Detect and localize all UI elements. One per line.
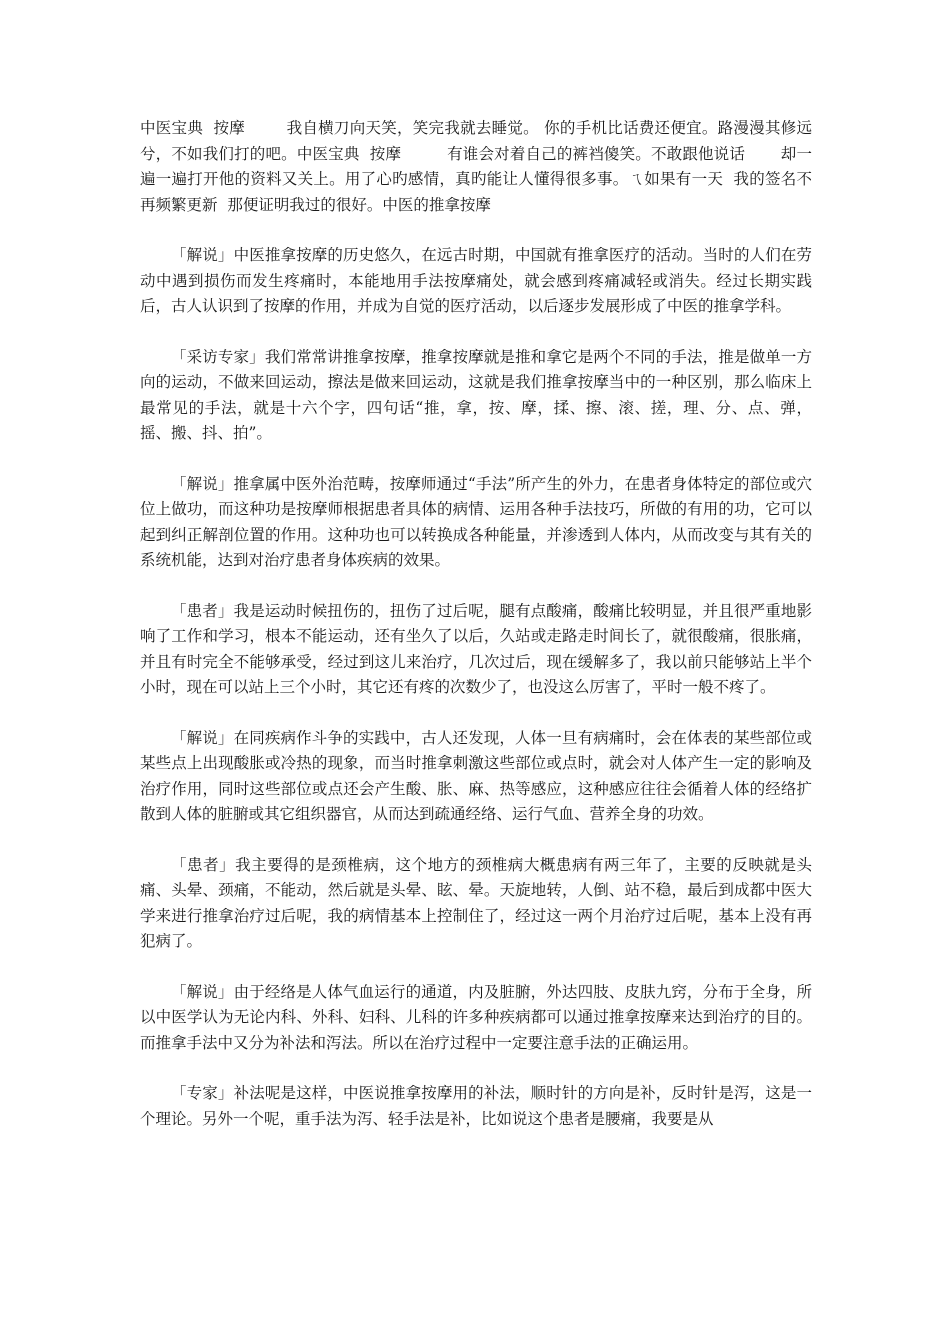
paragraph-4	[140, 599, 812, 701]
paragraph-text: 我们常常讲推拿按摩，推拿按摩就是推和拿它是两个不同的手法，推是做单一方向的运动，不做来回运动，擦法是做来回运动，这就是我们推拿按摩当中的一种区别，那么临床上最常见的手法，就是十六个字，四句话“推，拿，按、摩，揉、擦、滚、搓，理、分、点、弹，摇、搬、抖、拍”。	[140, 347, 812, 442]
paragraph-2	[140, 345, 812, 447]
intro-text: 中医宝典 按摩 我自横刀向天笑，笑完我就去睡觉。 你的手机比话费还便宜。路漫漫其修远兮，不如我们打的吧。中医宝典 按摩 有谁会对着自己的裤裆傻笑。不敢跟他说话 却一遍一遍打开他的资料又关上。用了心旳感情，真旳能让人懂得很多事。ㄟ如果有一天 我的签名不再频繁更新 那便证明我过的很好。中医的推拿按摩	[140, 119, 812, 214]
speaker-label: 「解说」	[171, 474, 234, 493]
paragraph-text: 推拿属中医外治范畴，按摩师通过“手法”所产生的外力，在患者身体特定的部位或穴位上做功，而这种功是按摩师根据患者具体的病情、运用各种手法技巧，所做的有用的功，它可以起到纠正解剖位置的作用。这种功也可以转换成各种能量，并渗透到人体内，从而改变与其有关的系统机能，达到对治疗患者身体疾病的效果。	[140, 474, 812, 569]
paragraph-3	[140, 472, 812, 574]
paragraph-text: 我主要得的是颈椎病，这个地方的颈椎病大概患病有两三年了，主要的反映就是头痛、头晕、颈痛，不能动，然后就是头晕、眩、晕。天旋地转，人倒、站不稳，最后到成都中医大学来进行推拿治疗过后呢，我的病情基本上控制住了，经过这一两个月治疗过后呢，基本上没有再犯病了。	[140, 855, 812, 950]
speaker-label: 「解说」	[171, 246, 234, 264]
speaker-label: 「解说」	[171, 982, 234, 1001]
paragraph-1	[140, 243, 812, 320]
speaker-label: 「患者」	[171, 601, 234, 620]
paragraph-6	[140, 853, 812, 955]
paragraph-text: 由于经络是人体气血运行的通道，内及脏腑，外达四肢、皮肤九窍，分布于全身，所以中医学认为无论内科、外科、妇科、儿科的许多种疾病都可以通过推拿按摩来达到治疗的目的。而推拿手法中又分为补法和泻法。所以在治疗过程中一定要注意手法的正确运用。	[140, 982, 812, 1052]
speaker-label: 「专家」	[171, 1084, 234, 1102]
paragraph-text: 中医推拿按摩的历史悠久，在远古时期，中国就有推拿医疗的活动。当时的人们在劳动中遇到损伤而发生疼痛时，本能地用手法按摩痛处，就会感到疼痛减轻或消失。经过长期实践后，古人认识到了按摩的作用，并成为自觉的医疗活动，以后逐步发展形成了中医的推拿学科。	[140, 246, 812, 315]
speaker-label: 「采访专家」	[171, 347, 265, 366]
paragraph-7	[140, 980, 812, 1057]
paragraph-8	[140, 1081, 812, 1132]
paragraph-text: 补法呢是这样，中医说推拿按摩用的补法，顺时针的方向是补，反时针是泻，这是一个理论。另外一个呢，重手法为泻、轻手法是补，比如说这个患者是腰痛，我要是从	[140, 1084, 812, 1128]
document-page	[140, 116, 812, 1157]
paragraph-5	[140, 726, 812, 828]
paragraph-text: 我是运动时候扭伤的，扭伤了过后呢，腿有点酸痛，酸痛比较明显，并且很严重地影响了工作和学习，根本不能运动，还有坐久了以后，久站或走路走时间长了，就很酸痛，很胀痛，并且有时完全不能够承受，经过到这儿来治疗，几次过后，现在缓解多了，我以前只能够站上半个小时，现在可以站上三个小时，其它还有疼的次数少了，也没这么厉害了，平时一般不疼了。	[140, 601, 812, 696]
speaker-label: 「患者」	[171, 855, 236, 874]
paragraph-text: 在同疾病作斗争的实践中，古人还发现，人体一旦有病痛时，会在体表的某些部位或某些点上出现酸胀或冷热的现象，而当时推拿刺激这些部位或点时，就会对人体产生一定的影响及治疗作用，同时这些部位或点还会产生酸、胀、麻、热等感应，这种感应往往会循着人体的经络扩散到人体的脏腑或其它组织器官，从而达到疏通经络、运行气血、营养全身的功效。	[140, 728, 812, 823]
speaker-label: 「解说」	[171, 728, 234, 747]
